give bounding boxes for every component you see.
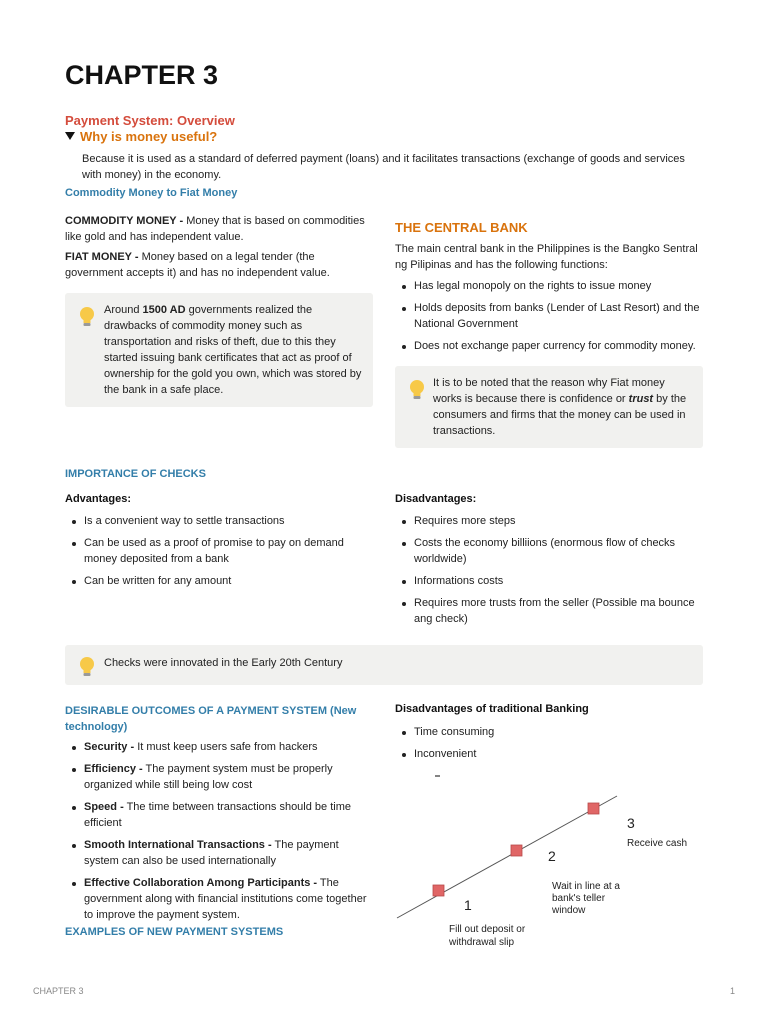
advantages-heading: Advantages: [65,493,132,505]
list-item: Can be written for any amount [65,573,365,589]
examples-heading: EXAMPLES OF NEW PAYMENT SYSTEMS [65,926,284,938]
step-label-2a: Wait in line at a [552,881,620,892]
list-item: Smooth International Transactions - The payment system can also be used internationally [65,837,370,869]
step-label-1a: Fill out deposit or [449,924,526,935]
commodity-text: Money that is based on commodities like gold and has independent value. [65,215,365,243]
list-item: Requires more steps [395,513,705,529]
step-marker-1 [433,885,444,896]
commodity-term: COMMODITY MONEY - [65,215,184,227]
callout-1500ad-pre: Around [104,304,143,316]
central-bank-functions-list [395,278,705,360]
callout-checks-text: Checks were innovated in the Early 20th Century [104,657,343,669]
footer-chapter: CHAPTER 3 [33,986,84,996]
list-item: Informations costs [395,573,705,589]
list-item: Security - It must keep users safe from hackers [65,739,370,755]
list-item: Inconvenient [395,746,695,762]
traditional-banking-heading: Disadvantages of traditional Banking [395,703,589,715]
commodity-money-definition [65,213,375,245]
lightbulb-icon [407,378,427,402]
list-item: Has legal monopoly on the rights to issue money [395,278,705,294]
toggle-label: Why is money useful? [80,129,218,144]
list-item: Costs the economy billiions (enormous flow of checks worldwide) [395,535,705,567]
list-item: Requires more trusts from the seller (Possible ma bounce ang check) [395,595,705,627]
step-label-3: Receive cash [627,838,688,849]
central-bank-heading: THE CENTRAL BANK [395,220,528,235]
list-item: Effective Collaboration Among Participants - The government along with financial institutions come together to improve the payment system. [65,875,370,923]
fiat-money-definition [65,249,365,281]
fiat-term: FIAT MONEY - [65,251,139,263]
advantages-list [65,513,365,595]
callout-1500ad-post: governments realized the drawbacks of commodity money such as transportation and risks of theft, due to this they started issuing bank certificates that act as proof of ownership for the gold you own, which was stored by the bank in a safe place. [104,304,362,396]
step-label-2c: window [552,905,586,916]
step-number-1: 1 [464,897,472,913]
disadvantages-heading: Disadvantages: [395,493,477,505]
checks-heading: IMPORTANCE OF CHECKS [65,468,206,480]
step-label-1b: withdrawal slip [449,937,515,948]
step-number-3: 3 [627,815,635,831]
callout-trust-post: by the consumers and firms that the money can be used in transactions. [433,393,687,437]
page-title: CHAPTER 3 [65,60,219,90]
step-marker-3 [588,803,599,814]
section-subtitle: Payment System: Overview [65,113,235,128]
lightbulb-icon [77,305,97,329]
callout-1500ad [65,293,373,407]
list-item: Is a convenient way to settle transactions [65,513,365,529]
list-item: Does not exchange paper currency for commodity money. [395,338,705,354]
disadvantages-list [395,513,705,633]
fiat-text: Money based on a legal tender (the government accepts it) and has no independent value. [65,251,330,279]
list-item: Holds deposits from banks (Lender of Last Resort) and the National Government [395,300,705,332]
toggle-triangle-icon[interactable] [65,132,75,140]
lightbulb-icon [77,655,97,679]
list-item: Time consuming [395,724,695,740]
outcomes-heading: DESIRABLE OUTCOMES OF A PAYMENT SYSTEM (New technology) [65,705,357,733]
outcomes-list [65,739,370,929]
central-bank-intro: The main central bank in the Philippines is the Bangko Sentral ng Pilipinas and has the following functions: [395,243,698,271]
callout-trust-bold: trust [628,393,654,405]
toggle-body: Because it is used as a standard of deferred payment (loans) and it facilitates transactions (exchange of goods and services with money) in the economy. [82,153,685,181]
traditional-banking-list [395,724,695,768]
footer-page-number: 1 [730,986,736,996]
callout-trust [395,366,703,448]
commodity-heading: Commodity Money to Fiat Money [65,187,238,199]
callout-trust-pre: It is to be noted that the reason why Fiat money works is because there is confidence or [433,377,665,405]
step-marker-2 [511,845,522,856]
callout-checks-history [65,645,703,685]
callout-1500ad-bold: 1500 AD [142,304,186,316]
step-number-2: 2 [548,848,556,864]
callout-trust-text [433,375,695,439]
list-item: Efficiency - The payment system must be properly organized while still being low cost [65,761,370,793]
list-item: Can be used as a proof of promise to pay on demand money deposited from a bank [65,535,365,567]
list-item: Speed - The time between transactions should be time efficient [65,799,370,831]
traditional-banking-diagram [395,768,705,950]
toggle-heading[interactable] [65,129,217,144]
step-label-2b: bank's teller [552,893,606,904]
callout-1500ad-text [104,302,366,398]
